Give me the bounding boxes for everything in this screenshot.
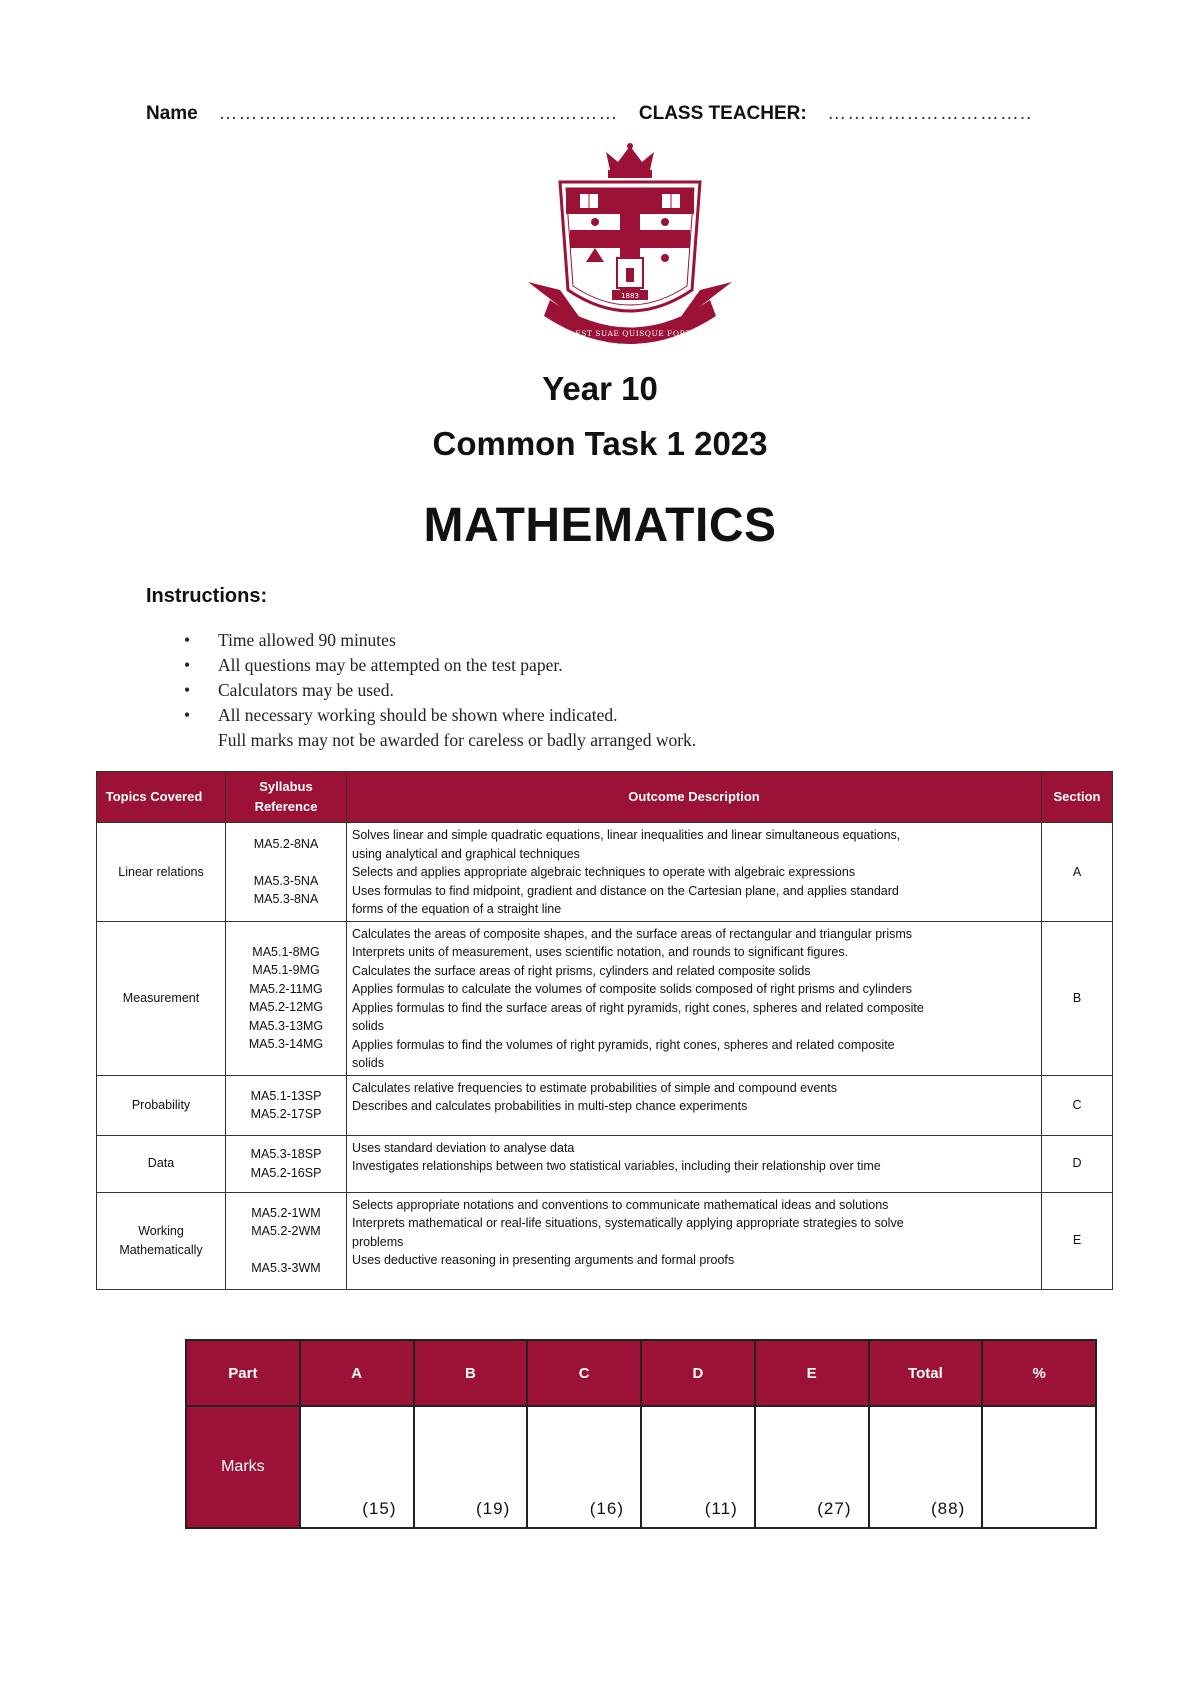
- bullet-icon: •: [184, 655, 191, 675]
- outcome-row: [97, 1192, 1113, 1289]
- syllabus-ref: MA5.3-13MG: [248, 1018, 324, 1033]
- crest-motto: FABER EST SUAE QUISQUE FORTUNAE: [543, 329, 717, 338]
- header-syllabus-ref: Syllabus Reference: [226, 772, 347, 823]
- name-teacher-line: [146, 103, 1106, 125]
- header-section: Section: [1042, 772, 1113, 823]
- marks-cell[interactable]: (27): [755, 1406, 869, 1528]
- instruction-item: • All necessary working should be shown where indicated.: [146, 703, 1046, 728]
- instruction-item: • Calculators may be used.: [146, 678, 1046, 703]
- outcome-row: [97, 921, 1113, 1075]
- subject-title: MATHEMATICS: [423, 499, 777, 552]
- syllabus-ref: MA5.2-8NA: [253, 836, 319, 851]
- part-header: A: [300, 1340, 414, 1406]
- syllabus-ref: MA5.3-14MG: [248, 1037, 324, 1051]
- outcome-desc-line: problems: [352, 1234, 404, 1249]
- syllabus-ref: MA5.2-12MG: [248, 1000, 324, 1014]
- part-header: Total: [869, 1340, 983, 1406]
- outcome-desc-line: Applies formulas to calculate the volumes of composite solids composed of right prisms and cylinders: [352, 982, 912, 996]
- outcome-desc-cell: [347, 1192, 1042, 1289]
- syllabus-ref: MA5.2-11MG: [249, 981, 323, 996]
- syllabus-ref: [231, 1241, 341, 1260]
- topic-cell: Linear relations: [97, 823, 226, 922]
- section-cell: E: [1042, 1192, 1113, 1289]
- outcome-desc-line: Applies formulas to find the volumes of right pyramids, right cones, spheres and related composite: [352, 1037, 895, 1052]
- syllabus-ref: MA5.3-8NA: [253, 892, 319, 907]
- outcome-desc-line: using analytical and graphical techniques: [352, 846, 580, 861]
- part-header: %: [982, 1340, 1096, 1406]
- bullet-icon: •: [184, 705, 191, 725]
- marks-table: [185, 1339, 1097, 1529]
- instructions-list: [146, 628, 1046, 753]
- outcome-desc-cell: [347, 823, 1042, 922]
- marks-cell[interactable]: (11): [641, 1406, 755, 1528]
- outcome-row: [97, 823, 1113, 922]
- part-header: E: [755, 1340, 869, 1406]
- syllabus-ref: MA5.3-18SP: [250, 1147, 322, 1161]
- outcome-desc-line: Interprets mathematical or real-life situations, systematically applying appropriate strategies to solve: [352, 1216, 904, 1230]
- outcome-desc-line: Calculates the areas of composite shapes, and the surface areas of rectangular and triangular prisms: [352, 926, 913, 941]
- outcome-desc-line: solids: [352, 1056, 384, 1070]
- syllabus-ref: MA5.3-3WM: [251, 1261, 321, 1275]
- outcome-desc-line: Describes and calculates probabilities in multi-step chance experiments: [352, 1099, 748, 1113]
- name-field[interactable]: ……………………………………………………: [218, 103, 619, 124]
- teacher-label: CLASS TEACHER:: [638, 103, 807, 124]
- outcome-desc-cell: [347, 1135, 1042, 1192]
- syllabus-ref: MA5.1-8MG: [252, 944, 320, 959]
- bullet-icon: •: [184, 630, 191, 650]
- topic-cell: Data: [97, 1135, 226, 1192]
- syllabus-ref-cell: [226, 1075, 347, 1135]
- marks-cell[interactable]: [982, 1406, 1096, 1528]
- marks-label: Marks: [186, 1406, 300, 1528]
- outcome-desc-line: Uses formulas to find midpoint, gradient and distance on the Cartesian plane, and applies standard: [352, 883, 899, 898]
- outcome-desc-line: solids: [352, 1019, 384, 1033]
- outcome-desc-line: Selects appropriate notations and conventions to communicate mathematical ideas and solutions: [352, 1197, 889, 1212]
- bullet-icon: •: [184, 680, 191, 700]
- outcome-desc-cell: [347, 921, 1042, 1075]
- outcomes-table: [96, 771, 1113, 1290]
- outcome-desc-line: forms of the equation of a straight line: [352, 902, 562, 916]
- part-header: D: [641, 1340, 755, 1406]
- syllabus-ref: MA5.2-2WM: [251, 1224, 321, 1238]
- year-title: Year 10: [542, 370, 658, 407]
- marks-cell[interactable]: (16): [527, 1406, 641, 1528]
- topic-cell: Measurement: [97, 921, 226, 1075]
- school-crest-logo: [520, 140, 740, 365]
- teacher-field[interactable]: …………..……………..: [827, 103, 1033, 124]
- part-label: Part: [186, 1340, 300, 1406]
- syllabus-ref: MA5.2-1WM: [251, 1205, 321, 1220]
- outcome-desc-line: Selects and applies appropriate algebraic techniques to operate with algebraic expressions: [352, 865, 856, 879]
- outcome-desc-line: Uses deductive reasoning in presenting arguments and formal proofs: [352, 1253, 735, 1267]
- section-cell: A: [1042, 823, 1113, 922]
- syllabus-ref: MA5.1-9MG: [252, 963, 320, 977]
- outcome-desc-line: Interprets units of measurement, uses scientific notation, and rounds to significant figures.: [352, 945, 849, 959]
- instructions-heading: Instructions:: [146, 585, 268, 607]
- syllabus-ref-cell: [226, 921, 347, 1075]
- task-title: Common Task 1 2023: [432, 425, 768, 462]
- topic-cell: Working Mathematically: [97, 1192, 226, 1289]
- marks-cell[interactable]: (88): [869, 1406, 983, 1528]
- outcome-desc-line: Calculates the surface areas of right prisms, cylinders and related composite solids: [352, 963, 811, 978]
- name-label: Name: [146, 103, 198, 124]
- syllabus-ref: MA5.2-16SP: [250, 1165, 322, 1180]
- section-cell: C: [1042, 1075, 1113, 1135]
- instruction-item: • All questions may be attempted on the test paper.: [146, 653, 1046, 678]
- outcome-desc-line: Calculates relative frequencies to estimate probabilities of simple and compound events: [352, 1080, 837, 1095]
- outcome-desc-line: Uses standard deviation to analyse data: [352, 1140, 575, 1155]
- syllabus-ref-cell: [226, 1192, 347, 1289]
- header-topics: Topics Covered: [97, 772, 226, 823]
- syllabus-ref: MA5.1-13SP: [250, 1088, 322, 1103]
- syllabus-ref-cell: [226, 1135, 347, 1192]
- header-outcome-desc: Outcome Description: [347, 772, 1042, 823]
- crest-year: 1883: [621, 292, 639, 300]
- marks-cell[interactable]: (19): [414, 1406, 528, 1528]
- section-cell: B: [1042, 921, 1113, 1075]
- syllabus-ref: MA5.2-17SP: [250, 1107, 322, 1121]
- outcome-row: [97, 1075, 1113, 1135]
- part-header: C: [527, 1340, 641, 1406]
- instruction-item: • Time allowed 90 minutes: [146, 628, 1046, 653]
- outcome-desc-line: Applies formulas to find the surface areas of right pyramids, right cones, spheres and related composite: [352, 1000, 924, 1015]
- outcome-row: [97, 1135, 1113, 1192]
- part-header: B: [414, 1340, 528, 1406]
- marks-cell[interactable]: (15): [300, 1406, 414, 1528]
- topic-cell: Probability: [97, 1075, 226, 1135]
- instruction-note: Full marks may not be awarded for careless or badly arranged work.: [218, 730, 697, 750]
- syllabus-ref-cell: [226, 823, 347, 922]
- outcome-desc-cell: [347, 1075, 1042, 1135]
- outcome-desc-line: Investigates relationships between two statistical variables, including their relationship over time: [352, 1159, 881, 1173]
- syllabus-ref: [231, 853, 341, 872]
- outcome-desc-line: Solves linear and simple quadratic equations, linear inequalities and linear simultaneous equations,: [352, 828, 901, 842]
- section-cell: D: [1042, 1135, 1113, 1192]
- syllabus-ref: MA5.3-5NA: [253, 873, 319, 888]
